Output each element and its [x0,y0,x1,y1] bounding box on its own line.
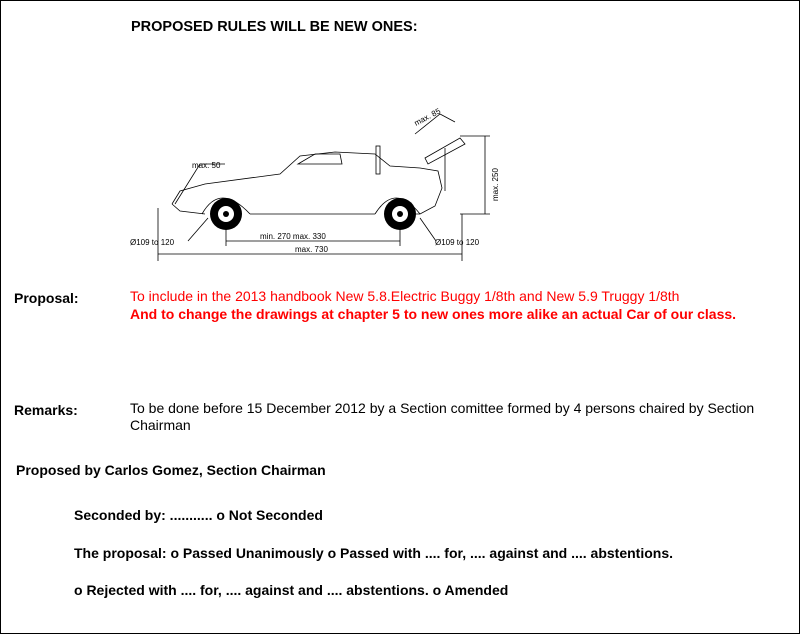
dim-length-label: max. 730 [295,245,328,254]
rejected-line: o Rejected with .... for, .... against and .... abstentions. o Amended [74,582,509,598]
proposal-line1: To include in the 2013 handbook New 5.8.Electric Buggy 1/8th and New 5.9 Truggy 1/8th [130,288,680,304]
dim-wheelbase-label: min. 270 max. 330 [260,232,326,241]
remarks-label: Remarks: [14,402,78,418]
dim-max50-label: max. 50 [192,161,221,170]
proposal-result-line: The proposal: o Passed Unanimously o Passed with .... for, .... against and .... abstentions. [74,545,674,561]
dim-max85-label: max. 85 [412,106,443,128]
proposal-line2: And to change the drawings at chapter 5 to new ones more alike an actual Car of our class. [130,306,737,322]
dim-max250-label: max. 250 [491,168,500,201]
dim-front-wheel-label: Ø109 to 120 [130,238,175,247]
proposed-by: Proposed by Carlos Gomez, Section Chairman [16,462,326,478]
remarks-text: To be done before 15 December 2012 by a Section comittee formed by 4 persons chaired by Section Chairman [130,400,755,433]
page-heading: PROPOSED RULES WILL BE NEW ONES: [131,19,418,35]
seconded-line: Seconded by: ........... o Not Seconded [74,507,323,523]
dim-rear-wheel-label: Ø109 to 120 [435,238,480,247]
car-dimension-drawing [120,96,520,266]
proposal-label: Proposal: [14,290,79,306]
